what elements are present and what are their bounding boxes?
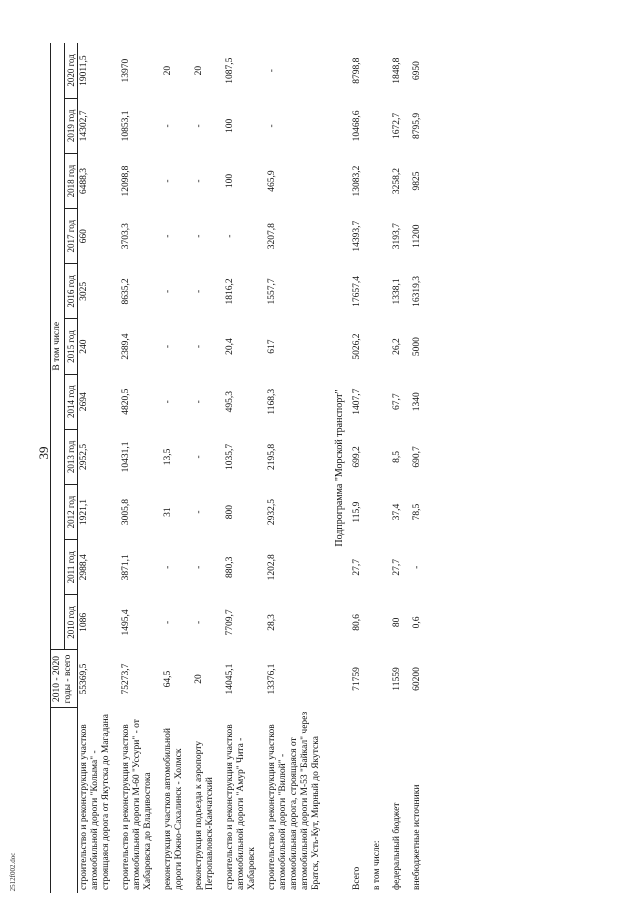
row-value: 5026,2 xyxy=(352,333,362,360)
row-value: 80 xyxy=(392,617,402,628)
row-value: 1087,5 xyxy=(225,57,235,84)
row-total: 55369,5 xyxy=(79,663,89,695)
row-value: 8798,8 xyxy=(352,57,362,84)
row-value: - xyxy=(194,620,204,624)
row-value xyxy=(371,374,391,429)
row-value: 1035,7 xyxy=(225,443,235,470)
table-row xyxy=(351,43,371,893)
row-label: реконструкция участков автомобильной дороги Южно-Сахалинск - Холмск xyxy=(163,728,184,890)
row-value: 13970 xyxy=(121,58,131,83)
row-value xyxy=(371,484,391,539)
row-value: 3871,1 xyxy=(121,554,131,581)
row-value: 800 xyxy=(225,504,235,520)
row-total: 14045,1 xyxy=(225,663,235,695)
row-value: 1407,7 xyxy=(352,388,362,415)
row-value: 3207,8 xyxy=(267,223,277,250)
row-value: 10431,1 xyxy=(121,441,131,473)
row-value: - xyxy=(163,289,173,293)
year-header: 2012 год xyxy=(65,484,78,539)
row-total: 64,5 xyxy=(163,670,173,688)
row-value xyxy=(371,264,391,319)
row-value: 2694 xyxy=(79,392,89,412)
row-value: 2952,5 xyxy=(79,443,89,470)
row-value: 690,7 xyxy=(412,446,422,468)
row-value xyxy=(371,540,391,595)
row-value: 2932,5 xyxy=(267,499,277,526)
section-title: Подпрограмма "Морской транспорт" xyxy=(334,389,345,547)
row-value: 20,4 xyxy=(225,338,235,355)
row-value: - xyxy=(194,565,204,569)
row-label: реконструкция подъезда к аэропорту Петропавловск-Камчатский xyxy=(194,741,215,890)
row-label: внебюджетные источники xyxy=(412,784,422,890)
row-value: - xyxy=(194,510,204,514)
row-value: 1848,8 xyxy=(392,57,402,84)
row-value: 1168,3 xyxy=(267,388,277,415)
row-value: 11200 xyxy=(412,224,422,248)
row-value: 6488,3 xyxy=(79,167,89,195)
year-header: 2016 год xyxy=(65,264,78,319)
row-value: - xyxy=(194,289,204,293)
table-row xyxy=(193,43,224,893)
row-value: 3025 xyxy=(79,281,89,301)
table-row xyxy=(224,43,266,893)
table-body xyxy=(78,43,432,893)
row-value: 10468,6 xyxy=(352,110,362,142)
row-value: 1816,2 xyxy=(225,278,235,305)
table-row xyxy=(411,43,431,893)
row-value xyxy=(371,98,391,153)
row-value: 8795,9 xyxy=(412,112,422,139)
year-header: 2020 год xyxy=(65,43,78,98)
row-value: 16319,3 xyxy=(412,275,422,307)
year-header: 2015 год xyxy=(65,319,78,374)
row-value: 8,5 xyxy=(392,450,402,463)
rotated-page xyxy=(40,13,600,893)
row-value: 10853,1 xyxy=(121,110,131,142)
row-value: 20 xyxy=(163,65,173,76)
row-value: 31 xyxy=(163,507,173,517)
row-value: 3005,8 xyxy=(121,499,131,526)
row-value: 100 xyxy=(225,118,235,133)
row-value: - xyxy=(163,620,173,624)
row-value: - xyxy=(194,124,204,128)
row-value: 3193,7 xyxy=(392,223,402,250)
row-value: 3258,2 xyxy=(392,167,402,195)
row-value: 240 xyxy=(79,339,89,354)
year-header: 2018 год xyxy=(65,153,78,208)
page-number: 39 xyxy=(36,446,51,460)
funding-table xyxy=(50,43,431,893)
row-value: 1340 xyxy=(412,392,422,412)
table-row xyxy=(162,43,193,893)
row-value: 27,7 xyxy=(352,558,362,576)
row-total: 11559 xyxy=(392,667,402,691)
row-value xyxy=(371,209,391,264)
row-total: 13376,1 xyxy=(267,663,277,695)
row-value: 14393,7 xyxy=(352,220,362,252)
year-header: 2013 год xyxy=(65,429,78,484)
year-header: 2019 год xyxy=(65,98,78,153)
row-value: 1086 xyxy=(79,612,89,632)
footer-filename: 2512f002.doc xyxy=(9,852,17,892)
row-label: в том числе: xyxy=(372,840,382,890)
row-value: 1338,1 xyxy=(392,278,402,305)
row-label: строительство и реконструкция участков автомобильной дороги М-60 "Уссури" - от Хабаровска до Владивостока xyxy=(121,719,153,890)
row-total xyxy=(371,650,391,708)
row-value xyxy=(371,595,391,650)
row-value: 14302,7 xyxy=(79,110,89,142)
row-value: - xyxy=(194,234,204,238)
row-value: 1202,8 xyxy=(267,554,277,581)
row-value: - xyxy=(225,234,235,238)
row-value: 1672,7 xyxy=(392,112,402,139)
row-value: 12098,8 xyxy=(121,165,131,197)
row-label: строительство и реконструкция участков автомобильной дороги "Колыма" - строящаяся дорога от Якутска до Магадана xyxy=(79,714,111,890)
year-header: 2014 год xyxy=(65,374,78,429)
row-value: - xyxy=(163,124,173,128)
row-value: 5000 xyxy=(412,337,422,357)
row-value: 26,2 xyxy=(392,338,402,355)
row-value: 2389,4 xyxy=(121,333,131,360)
row-value: 100 xyxy=(225,173,235,189)
table-row xyxy=(391,43,411,893)
row-value: 13,5 xyxy=(163,448,173,466)
header-total: 2010 - 2020 годы - всего xyxy=(51,650,78,708)
header-including: В том числе xyxy=(51,43,65,650)
row-label: строительство и реконструкция участков автомобильной дороги "Вилюй" - автомобильная дорога, строящаяся от автомобильной дороги М-53 "Байкал" через Братск, Усть-Кут, Мирный до Якутска xyxy=(267,711,321,890)
row-value: - xyxy=(412,565,422,569)
row-total: 20 xyxy=(194,674,204,684)
row-value: - xyxy=(163,234,173,238)
row-value: 2195,8 xyxy=(267,443,277,470)
row-value: - xyxy=(194,400,204,404)
year-header: 2017 год xyxy=(65,209,78,264)
row-value: - xyxy=(194,344,204,349)
table-row xyxy=(371,43,391,893)
row-value: 9825 xyxy=(412,171,422,191)
row-value: 1557,7 xyxy=(267,278,277,305)
row-value: - xyxy=(194,455,204,459)
row-label: федеральный бюджет xyxy=(392,802,402,890)
row-value: 115,9 xyxy=(352,501,362,523)
row-value: 4820,5 xyxy=(121,388,131,415)
row-label: Всего xyxy=(352,866,362,890)
row-value: 28,3 xyxy=(267,614,277,631)
row-total: 75273,7 xyxy=(121,663,131,695)
row-value: 699,2 xyxy=(352,446,362,468)
row-value: - xyxy=(163,565,173,569)
row-value: 80,6 xyxy=(352,614,362,631)
row-value: 495,3 xyxy=(225,391,235,413)
row-value: 6950 xyxy=(412,61,422,81)
row-total: 71759 xyxy=(352,667,362,691)
row-value: 0,6 xyxy=(412,616,422,629)
table-row xyxy=(120,43,162,893)
row-value xyxy=(371,429,391,484)
row-value: 1921,1 xyxy=(79,499,89,526)
table-row xyxy=(78,43,121,893)
row-value: - xyxy=(163,344,173,349)
row-value: - xyxy=(194,179,204,183)
row-value: 1495,4 xyxy=(121,609,131,636)
row-value: - xyxy=(267,69,277,73)
row-value: 19011,5 xyxy=(79,55,89,86)
row-value: 880,3 xyxy=(225,556,235,578)
year-header: 2010 год xyxy=(65,595,78,650)
row-value: - xyxy=(163,179,173,183)
row-total: 60200 xyxy=(412,667,422,691)
row-value xyxy=(371,43,391,98)
row-value: 17657,4 xyxy=(352,275,362,307)
row-value: 8635,2 xyxy=(121,278,131,305)
row-value: 27,7 xyxy=(392,558,402,576)
row-label: строительство и реконструкция участков автомобильной дороги "Амур" Чита - Хабаровск xyxy=(225,724,257,890)
row-value: 617 xyxy=(267,339,277,354)
row-value: - xyxy=(163,400,173,404)
row-value: 78,5 xyxy=(412,503,422,521)
header-name-cell xyxy=(51,708,78,893)
row-value: 7709,7 xyxy=(225,609,235,636)
row-value: 3703,3 xyxy=(121,223,131,250)
row-value: 37,4 xyxy=(392,503,402,521)
row-value: 67,7 xyxy=(392,393,402,411)
row-value: 20 xyxy=(194,65,204,76)
row-value: 465,9 xyxy=(267,170,277,192)
row-value: - xyxy=(267,124,277,128)
row-value xyxy=(371,319,391,374)
row-value xyxy=(371,153,391,208)
row-value: 660 xyxy=(79,229,89,244)
row-value: 2988,4 xyxy=(79,554,89,581)
row-value: 13083,2 xyxy=(352,165,362,197)
table-row xyxy=(266,43,330,893)
section-row xyxy=(330,43,351,893)
year-header: 2011 год xyxy=(65,540,78,595)
